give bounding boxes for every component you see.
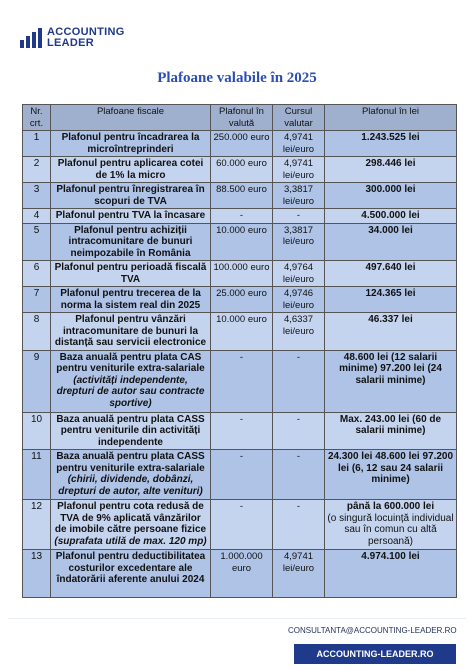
row-name-text: Plafonul pentru încadrarea la microîntreprinderi — [61, 132, 200, 155]
col-header-name: Plafoane fiscale — [51, 105, 211, 131]
table-row — [23, 350, 457, 412]
row-lei-value: 4.974.100 lei — [361, 551, 420, 562]
row-name-text: Baza anuală pentru plata CASS pentru veniturile din activități independente — [56, 413, 205, 448]
row-name — [51, 287, 211, 313]
row-value: 1.000.000 euro — [211, 550, 273, 598]
row-nr: 11 — [23, 450, 51, 500]
table-row — [23, 412, 457, 450]
row-name — [51, 500, 211, 550]
row-value: 100.000 euro — [211, 261, 273, 287]
table-row — [23, 287, 457, 313]
row-name — [51, 223, 211, 261]
row-lei-note: (o singură locuință individual sau în comun cu altă persoană) — [327, 512, 454, 547]
thresholds-table-wrap — [22, 104, 456, 598]
row-lei — [325, 157, 457, 183]
col-header-lei: Plafonul în lei — [325, 105, 457, 131]
row-name — [51, 350, 211, 412]
row-name — [51, 550, 211, 598]
row-lei-value: 298.446 lei — [365, 158, 416, 169]
footer-divider — [8, 618, 466, 619]
row-lei — [325, 412, 457, 450]
row-name — [51, 313, 211, 351]
table-header-row — [23, 105, 457, 131]
row-value: - — [211, 450, 273, 500]
row-lei — [325, 261, 457, 287]
table-row — [23, 223, 457, 261]
row-name-text: Plafonul pentru deductibilitatea costurilor excedentare ale îndatorării aferente anului 2024 — [55, 551, 206, 585]
row-name-text: Plafonul pentru perioadă fiscală TVA — [54, 262, 207, 285]
row-lei — [325, 450, 457, 500]
col-header-nr: Nr. crt. — [23, 105, 51, 131]
row-nr: 1 — [23, 131, 51, 157]
table-row — [23, 261, 457, 287]
row-rate: 4,9741 lei/euro — [273, 550, 325, 598]
row-lei — [325, 223, 457, 261]
row-name — [51, 412, 211, 450]
row-lei-value: 48.600 lei (12 salarii minime) 97.200 lei (24 salarii minime) — [339, 351, 442, 386]
row-rate: 3,3817 lei/euro — [273, 183, 325, 209]
row-lei-value: 124.365 lei — [365, 288, 416, 299]
row-nr: 2 — [23, 157, 51, 183]
table-row — [23, 550, 457, 598]
row-name — [51, 183, 211, 209]
row-nr: 10 — [23, 412, 51, 450]
page-title: Plafoane valabile în 2025 — [157, 70, 317, 86]
row-name — [51, 209, 211, 224]
row-name-text: Plafonul pentru trecerea de la norma la sistem real din 2025 — [60, 288, 201, 311]
row-name — [51, 157, 211, 183]
row-value: 250.000 euro — [211, 131, 273, 157]
col-header-rate: Cursul valutar — [273, 105, 325, 131]
thresholds-table — [22, 104, 457, 598]
row-nr: 8 — [23, 313, 51, 351]
row-lei-value: 34.000 lei — [368, 224, 413, 236]
row-lei — [325, 313, 457, 351]
row-lei-value: 300.000 lei — [365, 184, 416, 195]
row-name-italic: (chirii, dividende, dobânzi, drepturi de autor, alte venituri) — [58, 474, 203, 497]
footer-email: CONSULTANTA@ACCOUNTING-LEADER.RO — [288, 626, 457, 635]
footer-site-bar — [294, 644, 456, 664]
row-name-text: Baza anuală pentru plata CASS pentru veniturile extra-salariale — [56, 451, 205, 474]
row-nr: 4 — [23, 209, 51, 224]
row-name-italic: (suprafata utilă de max. 120 mp) — [54, 535, 207, 547]
logo-line1: ACCOUNTING — [47, 26, 125, 38]
row-rate: - — [273, 209, 325, 224]
table-row — [23, 209, 457, 224]
table-row — [23, 450, 457, 500]
row-rate: 3,3817 lei/euro — [273, 223, 325, 261]
row-rate: 4,9741 lei/euro — [273, 131, 325, 157]
row-nr: 5 — [23, 223, 51, 261]
logo-text — [47, 27, 125, 49]
row-lei — [325, 287, 457, 313]
row-name-text: Plafonul pentru aplicarea cotei de 1% la micro — [57, 158, 204, 181]
row-name-text: Plafonul pentru înregistrarea în scopuri de TVA — [56, 184, 205, 207]
row-name-text: Plafonul pentru achiziții intracomunitare de bunuri neimpozabile în România — [68, 224, 193, 259]
table-row — [23, 131, 457, 157]
row-lei-value: Max. 243.00 lei (60 de salarii minime) — [339, 413, 442, 436]
row-lei — [325, 350, 457, 412]
row-value: 10.000 euro — [211, 223, 273, 261]
row-lei-value: 24.300 lei 48.600 lei 97.200 lei (6, 12 sau 24 salarii minime) — [327, 451, 454, 485]
row-rate: 4,9746 lei/euro — [273, 287, 325, 313]
row-value: 60.000 euro — [211, 157, 273, 183]
row-value: 25.000 euro — [211, 287, 273, 313]
row-nr: 7 — [23, 287, 51, 313]
row-value: 88.500 euro — [211, 183, 273, 209]
table-row — [23, 183, 457, 209]
brand-logo — [20, 26, 125, 50]
row-rate: - — [273, 500, 325, 550]
row-value: - — [211, 500, 273, 550]
row-rate: - — [273, 412, 325, 450]
row-name-text: Plafonul pentru cota redusă de TVA de 9% aplicată vânzărilor de imobile către persoane fizice — [54, 501, 207, 535]
logo-line2: LEADER — [47, 37, 95, 49]
row-value: 10.000 euro — [211, 313, 273, 351]
row-name-text: Baza anuală pentru plata CAS pentru veniturile extra-salariale — [56, 351, 205, 374]
row-lei — [325, 209, 457, 224]
row-name-text: Plafonul pentru vânzări intracomunitare de bunuri la distanță sau servicii electronice — [54, 314, 207, 348]
row-nr: 9 — [23, 350, 51, 412]
row-nr: 13 — [23, 550, 51, 598]
row-name-italic: (activități independente, drepturi de autor sau contracte sportive) — [56, 374, 205, 409]
row-rate: - — [273, 450, 325, 500]
row-nr: 12 — [23, 500, 51, 550]
footer-site: ACCOUNTING-LEADER.RO — [316, 649, 434, 659]
row-name-text: Plafonul pentru TVA la încasare — [55, 210, 206, 221]
table-row — [23, 157, 457, 183]
logo-bars-icon — [20, 28, 42, 48]
row-name — [51, 261, 211, 287]
row-name — [51, 131, 211, 157]
row-rate: 4,9764 lei/euro — [273, 261, 325, 287]
row-value: - — [211, 209, 273, 224]
row-value: - — [211, 350, 273, 412]
row-lei — [325, 131, 457, 157]
row-value: - — [211, 412, 273, 450]
row-lei-value: până la 600.000 lei — [346, 501, 435, 512]
table-row — [23, 500, 457, 550]
row-rate: 4,6337 lei/euro — [273, 313, 325, 351]
row-nr: 6 — [23, 261, 51, 287]
row-lei-value: 1.243.525 lei — [361, 132, 420, 143]
table-row — [23, 313, 457, 351]
row-lei — [325, 550, 457, 598]
col-header-value: Plafonul în valută — [211, 105, 273, 131]
row-lei — [325, 183, 457, 209]
row-nr: 3 — [23, 183, 51, 209]
row-name — [51, 450, 211, 500]
row-rate: - — [273, 350, 325, 412]
row-lei-value: 4.500.000 lei — [361, 210, 420, 221]
row-rate: 4,9741 lei/euro — [273, 157, 325, 183]
row-lei — [325, 500, 457, 550]
row-lei-value: 497.640 lei — [365, 262, 416, 273]
row-lei-value: 46.337 lei — [368, 314, 413, 325]
